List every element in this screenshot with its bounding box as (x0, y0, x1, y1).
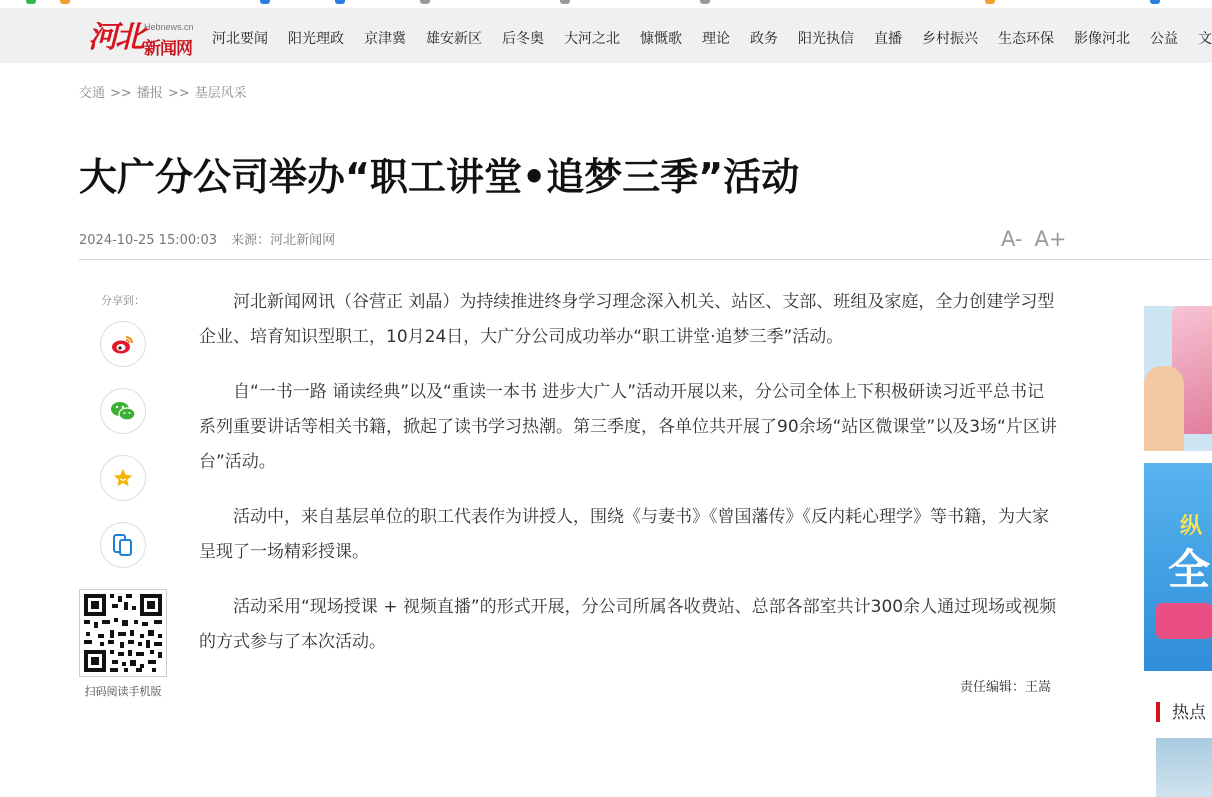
nav-link[interactable]: 雄安新区 (426, 31, 482, 47)
sidebar-ad-banner[interactable] (1144, 463, 1212, 671)
font-size-controls (1001, 227, 1078, 251)
weibo-icon (111, 333, 135, 355)
hot-section-heading (1156, 698, 1206, 723)
nav-link[interactable]: 理论 (702, 31, 730, 47)
nav-link[interactable]: 乡村振兴 (922, 31, 978, 47)
publish-datetime: 2024-10-25 15:00:03 (79, 233, 218, 248)
nav-link[interactable]: 文 (1198, 31, 1212, 47)
article-editor: 责任编辑：王嵩 (960, 680, 1052, 695)
share-mobile-button[interactable] (100, 522, 146, 568)
top-strip (0, 0, 1212, 6)
nav-link[interactable]: 生态环保 (998, 31, 1054, 47)
nav-links (212, 28, 1212, 48)
heading-accent-bar (1156, 702, 1160, 722)
wechat-icon (110, 400, 136, 422)
breadcrumb-separator: >> (167, 86, 190, 101)
qr-label: 扫码阅读手机版 (84, 685, 162, 698)
share-wechat-button[interactable] (100, 388, 146, 434)
nav-link[interactable]: 后冬奥 (502, 31, 544, 47)
ad-gift-graphic (1156, 603, 1212, 639)
article-paragraph: 自“一书一路 诵读经典”以及“重读一本书 进步大广人”活动开展以来，分公司全体上下积极研读习近平总书记系列重要讲话等相关书籍，掀起了读书学习热潮。第三季度，各单位共开展了90余场“站区微课堂”以及3场“片区讲台”活动。 (199, 382, 1057, 472)
nav-link[interactable]: 公益 (1150, 31, 1178, 47)
breadcrumb-link[interactable]: 基层风采 (194, 86, 247, 101)
nav-link[interactable]: 直播 (874, 31, 902, 47)
mobile-icon (112, 533, 134, 557)
qr-code (79, 589, 167, 677)
site-navbar (0, 8, 1212, 63)
site-logo[interactable] (88, 16, 196, 58)
share-weibo-button[interactable] (100, 321, 146, 367)
article-paragraph: 活动采用“现场授课 + 视频直播”的形式开展，分公司所属各收费站、总部各部室共计300余人通过现场或视频的方式参与了本次活动。 (199, 597, 1057, 652)
font-increase-button[interactable]: A+ (1034, 227, 1067, 251)
divider (79, 259, 1212, 260)
nav-link[interactable]: 阳光理政 (288, 31, 344, 47)
breadcrumb-link[interactable]: 交通 (79, 86, 106, 101)
article-body (199, 285, 1061, 680)
logo-name: 新闻网 (144, 39, 192, 59)
nav-link[interactable]: 大河之北 (564, 31, 620, 47)
breadcrumb-link[interactable]: 播报 (136, 86, 163, 101)
breadcrumb-separator: >> (110, 86, 132, 101)
ad-hand-graphic (1144, 366, 1184, 451)
article-paragraph: 活动中，来自基层单位的职工代表作为讲授人，围绕《与妻书》《曾国藩传》《反内耗心理学》等书籍，为大家呈现了一场精彩授课。 (199, 507, 1049, 562)
article-meta (79, 229, 335, 248)
breadcrumb (79, 82, 247, 101)
share-label: 分享到： (101, 294, 145, 307)
nav-link[interactable]: 政务 (750, 31, 778, 47)
ad-text: 纵 (1180, 514, 1203, 539)
nav-link[interactable]: 河北要闻 (212, 31, 268, 47)
nav-link[interactable]: 阳光执信 (798, 31, 854, 47)
hot-title: 热点 (1172, 703, 1206, 723)
nav-link[interactable]: 影像河北 (1074, 31, 1130, 47)
article-paragraph: 河北新闻网讯（谷营正 刘晶）为持续推进终身学习理念深入机关、站区、支部、班组及家庭，全力创建学习型企业、培育知识型职工，10月24日，大广分公司成功举办“职工讲堂·追梦三季”活动。 (199, 292, 1055, 347)
nav-link[interactable]: 京津冀 (364, 31, 406, 47)
ad-text: 全 (1168, 545, 1211, 594)
font-decrease-button[interactable]: A- (1001, 227, 1023, 251)
nav-link[interactable]: 慷慨歌 (640, 31, 682, 47)
share-favorite-button[interactable] (100, 455, 146, 501)
logo-mark: 河北 (88, 20, 142, 55)
logo-domain: Hebnews.cn (144, 22, 194, 32)
favorite-icon (112, 467, 134, 489)
share-panel (79, 292, 167, 699)
hot-thumbnail[interactable] (1156, 738, 1212, 797)
article-title: 大广分公司举办“职工讲堂•追梦三季”活动 (79, 155, 800, 199)
sidebar-ad-phone[interactable] (1144, 306, 1212, 451)
article-source: 来源：河北新闻网 (231, 233, 336, 248)
